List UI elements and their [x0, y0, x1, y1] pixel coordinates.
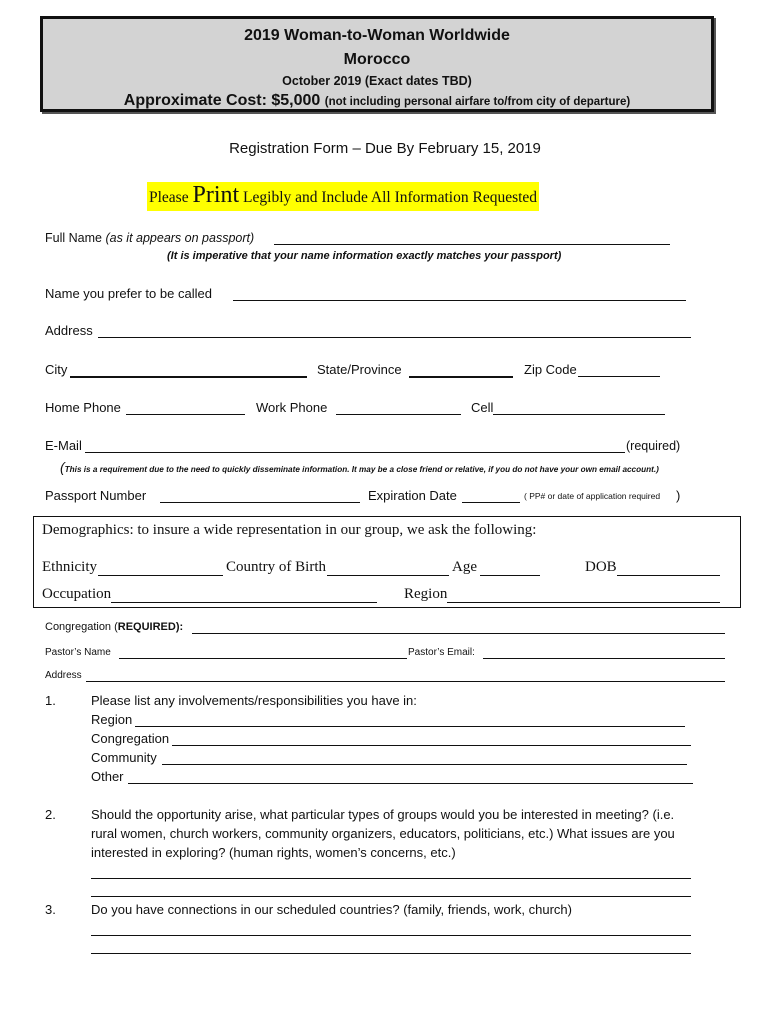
question-1-text: Please list any involvements/responsibilities you have in:: [91, 693, 417, 708]
zip-field[interactable]: [578, 376, 660, 377]
question-1-number: 1.: [45, 693, 56, 708]
expiration-note: ( PP# or date of application required: [524, 491, 661, 501]
header-box: [40, 16, 714, 112]
region-label: Region: [404, 586, 448, 602]
cell-label: Cell: [471, 400, 494, 415]
demographics-intro: Demographics: to insure a wide representation in our group, we ask the following:: [42, 522, 537, 538]
email-label: E-Mail: [45, 438, 82, 453]
city-label: City: [45, 362, 68, 377]
involvement-other-field[interactable]: [128, 783, 693, 784]
email-note-paren: (: [60, 459, 65, 475]
congregation-label: [45, 621, 183, 633]
ethnicity-field[interactable]: [98, 575, 223, 576]
print-banner-before: Please: [149, 189, 193, 206]
age-field[interactable]: [480, 575, 540, 576]
print-banner-emphasis: Print: [192, 182, 240, 208]
congregation-address-label: Address: [45, 670, 82, 681]
question-2-line-1: Should the opportunity arise, what particular types of groups would you be interested in meeting? (i.e.: [91, 807, 675, 822]
pastor-name-label: Pastor’s Name: [45, 647, 111, 658]
address-label: Address: [45, 323, 93, 338]
work-phone-label: Work Phone: [256, 400, 328, 415]
involvement-region-field[interactable]: [135, 726, 685, 727]
full-name-label-group: [45, 231, 254, 245]
expiration-note-close: ): [676, 488, 681, 503]
involvement-congregation-field[interactable]: [172, 745, 691, 746]
occupation-field[interactable]: [111, 602, 377, 603]
preferred-name-field[interactable]: [233, 300, 686, 301]
congregation-address-field[interactable]: [86, 681, 725, 682]
passport-field[interactable]: [160, 502, 360, 503]
form-title: Registration Form – Due By February 15, 2019: [229, 140, 541, 157]
program-title: 2019 Woman-to-Woman Worldwide: [244, 27, 510, 44]
age-label: Age: [452, 559, 477, 575]
full-name-field[interactable]: [274, 244, 670, 245]
cost-label: Approximate Cost: $5,000: [123, 92, 321, 109]
pastor-email-label: Pastor’s Email:: [408, 647, 475, 658]
question-2-line-3: interested in exploring? (human rights, women’s concerns, etc.): [91, 845, 456, 860]
home-phone-field[interactable]: [126, 414, 245, 415]
address-field[interactable]: [98, 337, 691, 338]
question-3-answer-line-2[interactable]: [91, 953, 691, 954]
state-field[interactable]: [409, 376, 513, 378]
involvement-congregation-label: Congregation: [91, 731, 170, 746]
destination: Morocco: [343, 51, 411, 68]
cost-note: (not including personal airfare to/from city of departure): [324, 96, 631, 108]
program-dates: October 2019 (Exact dates TBD): [282, 74, 472, 88]
congregation-field[interactable]: [192, 633, 725, 634]
question-2-line-2: rural women, church workers, community organizers, educators, politicians, etc.) What issues are you: [91, 826, 675, 841]
full-name-note: (It is imperative that your name information exactly matches your passport): [167, 250, 562, 262]
expiration-label: Expiration Date: [368, 488, 457, 503]
cost-line: [43, 92, 711, 110]
email-note: This is a requirement due to the need to quickly disseminate information. It may be a close friend or relative, if you do not have your own email account.): [64, 465, 659, 474]
email-field[interactable]: [85, 452, 625, 453]
pastor-email-field[interactable]: [483, 658, 725, 659]
congregation-required: REQUIRED: [117, 621, 176, 633]
ethnicity-label: Ethnicity: [42, 559, 97, 575]
question-2-number: 2.: [45, 807, 56, 822]
work-phone-field[interactable]: [336, 414, 461, 415]
involvement-community-label: Community: [91, 750, 157, 765]
question-2-answer-line-1[interactable]: [91, 878, 691, 879]
question-3-answer-line-1[interactable]: [91, 935, 691, 936]
pastor-name-field[interactable]: [119, 658, 407, 659]
passport-label: Passport Number: [45, 488, 147, 503]
print-banner-after: Legibly and Include All Information Requested: [239, 189, 538, 206]
congregation-label-prefix: Congregation (: [45, 621, 118, 633]
question-3-number: 3.: [45, 902, 56, 917]
state-label: State/Province: [317, 362, 402, 377]
zip-label: Zip Code: [524, 362, 577, 377]
country-of-birth-field[interactable]: [327, 575, 449, 576]
city-field[interactable]: [70, 376, 307, 378]
involvement-region-label: Region: [91, 712, 133, 727]
preferred-name-label: Name you prefer to be called: [45, 286, 212, 301]
print-banner: [147, 182, 539, 211]
home-phone-label: Home Phone: [45, 400, 121, 415]
involvement-community-field[interactable]: [162, 764, 687, 765]
question-2-answer-line-2[interactable]: [91, 896, 691, 897]
expiration-field[interactable]: [462, 502, 520, 503]
country-of-birth-label: Country of Birth: [226, 559, 326, 575]
question-3-text: Do you have connections in our scheduled countries? (family, friends, work, church): [91, 902, 572, 917]
dob-label: DOB: [585, 559, 617, 575]
dob-field[interactable]: [617, 575, 720, 576]
email-required: (required): [626, 439, 681, 453]
region-field[interactable]: [447, 602, 720, 603]
full-name-hint: (as it appears on passport): [105, 231, 255, 245]
cell-field[interactable]: [493, 414, 665, 415]
involvement-other-label: Other: [91, 769, 124, 784]
email-note-line: [60, 459, 659, 477]
occupation-label: Occupation: [42, 586, 112, 602]
full-name-label: Full Name: [45, 231, 102, 245]
congregation-label-suffix: ):: [175, 621, 184, 633]
